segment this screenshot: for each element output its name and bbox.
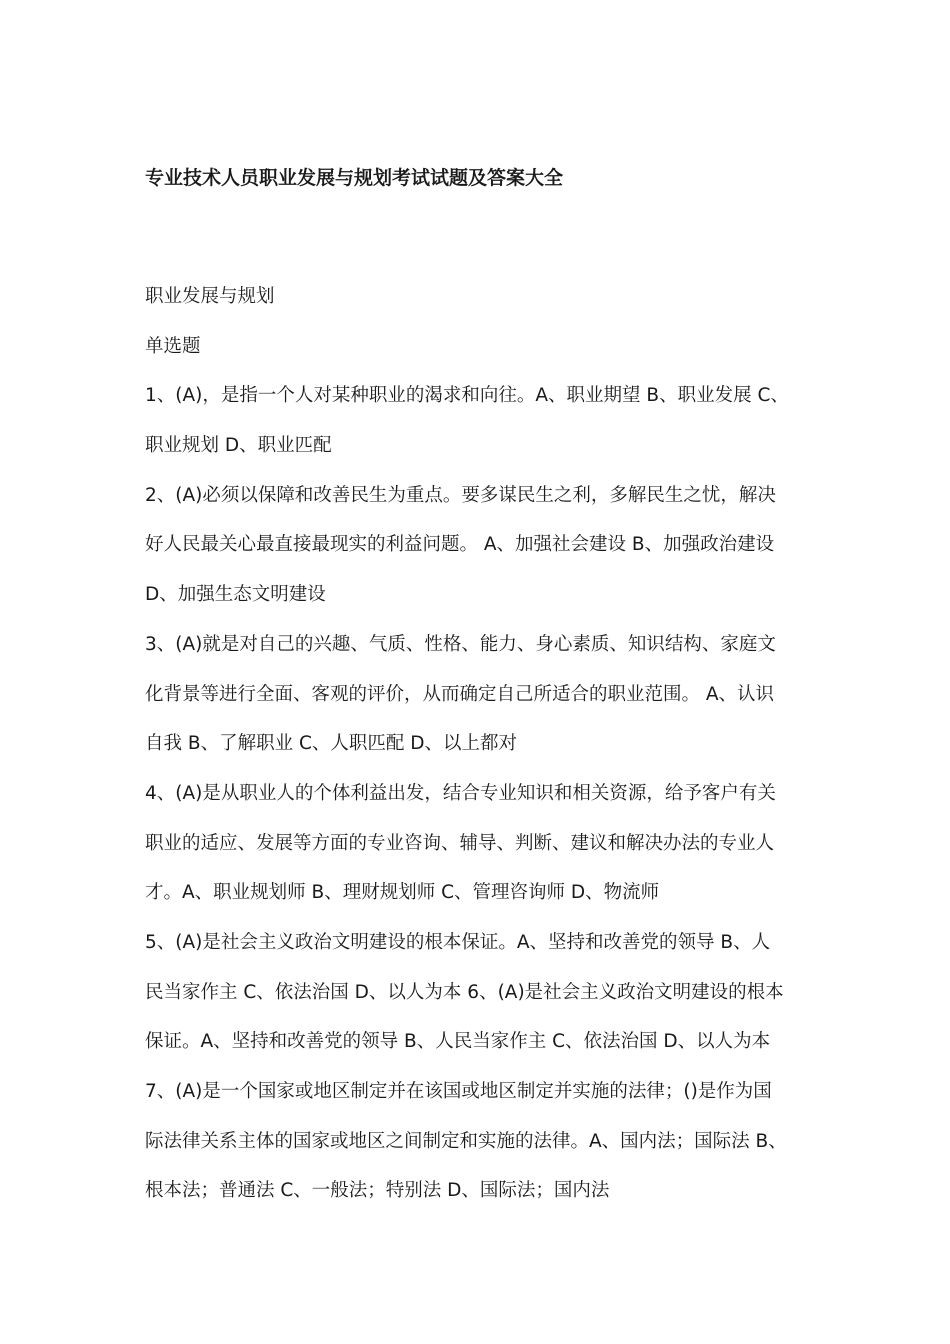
text-line: 3、(A)就是对自己的兴趣、气质、性格、能力、身心素质、知识结构、家庭文 xyxy=(145,633,776,655)
text-line: 职业的适应、发展等方面的专业咨询、辅导、判断、建议和解决办法的专业人 xyxy=(145,832,775,854)
text-line: D、加强生态文明建设 xyxy=(145,584,326,606)
text-line: 2、(A)必须以保障和改善民生为重点。要多谋民生之利，多解民生之忧，解决 xyxy=(145,484,776,506)
text-line: 民当家作主 C、依法治国 D、以人为本 6、(A)是社会主义政治文明建设的根本 xyxy=(145,981,784,1003)
subsection-heading: 单选题 xyxy=(145,335,201,357)
text-line: 自我 B、了解职业 C、人职匹配 D、以上都对 xyxy=(145,733,517,755)
text-line: 1、(A)，是指一个人对某种职业的渴求和向往。A、职业期望 B、职业发展 C、 xyxy=(145,385,789,407)
text-line: 4、(A)是从职业人的个体利益出发，结合专业知识和相关资源，给予客户有关 xyxy=(145,782,776,804)
text-line: 5、(A)是社会主义政治文明建设的根本保证。A、坚持和改善党的领导 B、人 xyxy=(145,931,771,953)
text-line: 才。A、职业规划师 B、理财规划师 C、管理咨询师 D、物流师 xyxy=(145,882,660,904)
text-line: 化背景等进行全面、客观的评价，从而确定自己所适合的职业范围。 A、认识 xyxy=(145,683,775,705)
document-body xyxy=(145,272,810,1216)
document-title: 专业技术人员职业发展与规划考试试题及答案大全 xyxy=(145,167,564,189)
text-line: 好人民最关心最直接最现实的利益问题。 A、加强社会建设 B、加强政治建设 xyxy=(145,534,775,556)
text-line: 保证。A、坚持和改善党的领导 B、人民当家作主 C、依法治国 D、以人为本 xyxy=(145,1031,771,1053)
section-heading: 职业发展与规划 xyxy=(145,286,275,307)
text-line: 际法律关系主体的国家或地区之间制定和实施的法律。A、国内法；国际法 B、 xyxy=(145,1130,787,1152)
text-line: 根本法；普通法 C、一般法；特别法 D、国际法；国内法 xyxy=(145,1180,610,1202)
text-line: 职业规划 D、职业匹配 xyxy=(145,435,332,457)
text-line: 7、(A)是一个国家或地区制定并在该国或地区制定并实施的法律；()是作为国 xyxy=(145,1081,772,1102)
